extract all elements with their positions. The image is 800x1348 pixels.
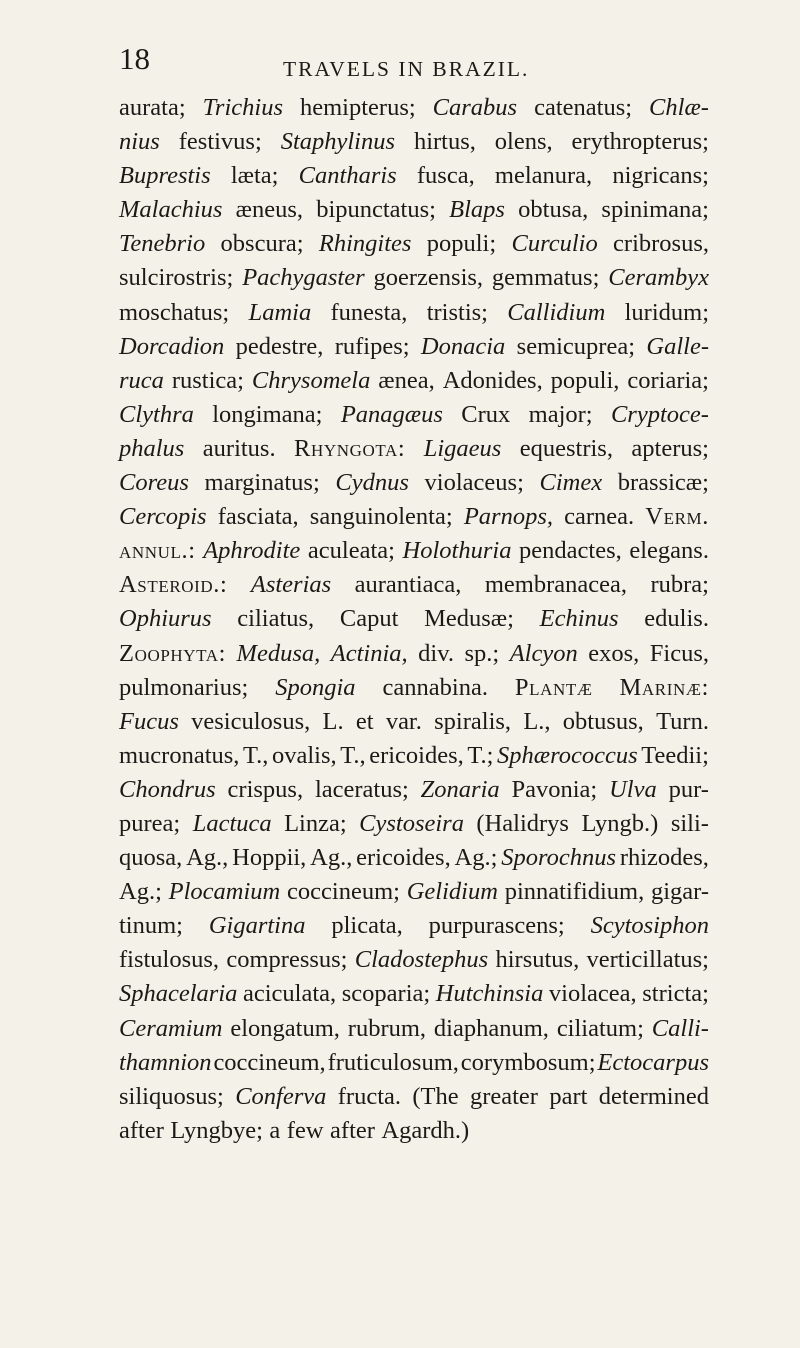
text-line xyxy=(119,261,709,295)
italic-term: Fucus xyxy=(119,707,179,735)
italic-term: Cydnus xyxy=(335,469,409,497)
italic-term: Gelidium xyxy=(406,878,498,906)
italic-term: Sphærococcus xyxy=(497,741,638,769)
text-word: bipunctatus; xyxy=(316,196,436,224)
text-word: funesta, xyxy=(330,298,408,326)
italic-term: Clythra xyxy=(119,400,194,428)
text-word: ovalis, xyxy=(272,741,337,769)
text-word: plicata, xyxy=(331,912,403,940)
italic-term: Chlæ- xyxy=(649,94,709,121)
italic-term: Trichius xyxy=(202,94,283,121)
text-line xyxy=(119,637,709,671)
smallcaps-term: Verm. xyxy=(645,503,709,531)
text-line xyxy=(119,466,709,500)
text-word: Crux xyxy=(461,400,511,428)
text-word: tinum; xyxy=(119,912,183,940)
italic-term: Holothuria xyxy=(402,537,512,565)
text-word: goerzensis, xyxy=(373,264,484,292)
text-word: Medusæ; xyxy=(424,605,514,633)
page-number: 18 xyxy=(119,41,150,76)
italic-term: phalus xyxy=(119,434,185,462)
italic-term: Blaps xyxy=(449,196,505,224)
text-word: elegans. xyxy=(629,537,709,565)
text-word: apterus; xyxy=(631,434,709,462)
text-line xyxy=(119,943,709,977)
italic-term: Cerambyx xyxy=(608,264,709,292)
text-word: coccineum; xyxy=(287,878,400,906)
text-word: Lyngb.) xyxy=(581,809,659,837)
text-word: T.; xyxy=(467,741,494,769)
italic-term: ruca xyxy=(119,366,164,394)
text-word: pulmonarius; xyxy=(119,673,249,701)
text-word: spinimana; xyxy=(601,196,709,224)
italic-term: Chrysomela xyxy=(251,366,371,394)
text-word: diaphanum, xyxy=(433,1014,549,1042)
text-word: few xyxy=(286,1116,324,1144)
text-word: longimana; xyxy=(212,400,323,428)
text-word: æneus, xyxy=(235,196,303,224)
text-word: vesiculosus, xyxy=(191,707,311,735)
text-word: mucronatus, xyxy=(119,741,240,769)
text-line xyxy=(119,739,709,773)
text-line xyxy=(119,500,709,534)
text-line xyxy=(119,841,709,875)
italic-term: Gigartina xyxy=(208,912,306,940)
italic-term: Spongia xyxy=(275,673,356,701)
text-word: gemmatus; xyxy=(491,264,600,292)
text-word: melanura, xyxy=(494,162,593,190)
italic-term: Carabus xyxy=(432,94,518,121)
text-word: fusca, xyxy=(416,162,475,190)
smallcaps-term: Plantæ xyxy=(514,673,593,701)
text-word: gigar- xyxy=(650,878,709,906)
text-word: marginatus; xyxy=(204,469,320,497)
italic-term: Panagæus xyxy=(340,400,443,428)
text-word: var. xyxy=(385,707,422,735)
text-word: pur- xyxy=(668,775,709,803)
smallcaps-term: Marinæ: xyxy=(619,673,709,701)
text-word: coccineum, xyxy=(213,1048,326,1076)
text-word: Pavonia; xyxy=(511,775,598,803)
italic-term: Aphrodite xyxy=(203,537,301,565)
text-word: Ag.; xyxy=(119,878,162,906)
italic-term: Cercopis xyxy=(119,503,207,531)
italic-term: Conferva xyxy=(235,1082,327,1110)
text-word: verticillatus; xyxy=(586,946,709,974)
text-word: membranacea, xyxy=(484,571,628,599)
text-word: Linza; xyxy=(284,809,347,837)
italic-term: Echinus xyxy=(539,605,619,633)
italic-term: Ligaeus xyxy=(423,434,502,462)
smallcaps-term: Rhyngota: xyxy=(294,434,406,462)
text-word: a xyxy=(269,1116,281,1144)
italic-term: Medusa, xyxy=(236,639,321,667)
text-line xyxy=(119,807,709,841)
text-word: brassicæ; xyxy=(617,469,709,497)
italic-term: Cladostephus xyxy=(354,946,489,974)
text-word: laceratus; xyxy=(314,775,409,803)
text-word: crispus, xyxy=(227,775,304,803)
text-word: compressus; xyxy=(226,946,348,974)
text-word: auritus. xyxy=(202,434,276,462)
text-line xyxy=(119,534,709,568)
text-word: rustica; xyxy=(171,366,244,394)
italic-term: Hutchinsia xyxy=(435,980,544,1008)
italic-term: Malachius xyxy=(119,196,223,224)
text-word: obscura; xyxy=(220,230,304,258)
text-line xyxy=(119,671,709,705)
text-word: moschatus; xyxy=(119,298,230,326)
text-word: sili- xyxy=(670,809,709,837)
text-word: rubrum, xyxy=(347,1014,427,1042)
text-word: coriaria; xyxy=(627,366,709,394)
body-text xyxy=(119,91,709,1148)
italic-term: Parnops, xyxy=(463,503,553,531)
text-word: sanguinolenta; xyxy=(309,503,453,531)
smallcaps-term: annul.: xyxy=(119,537,196,565)
text-word: scoparia; xyxy=(341,980,431,1008)
italic-term: Ceramium xyxy=(119,1014,223,1042)
text-word: rubra; xyxy=(650,571,709,599)
text-line xyxy=(119,159,709,193)
italic-term: Callidium xyxy=(507,298,606,326)
text-word: et xyxy=(355,707,374,735)
text-word: ciliatus, xyxy=(237,605,315,633)
text-line xyxy=(119,364,709,398)
smallcaps-term: Asteroid.: xyxy=(119,571,228,599)
italic-term: Sporochnus xyxy=(501,844,616,872)
text-line xyxy=(119,705,709,739)
italic-term: Ulva xyxy=(609,775,657,803)
text-word: populi, xyxy=(550,366,620,394)
running-head: TRAVELS IN BRAZIL. xyxy=(283,57,530,81)
italic-term: Plocamium xyxy=(168,878,281,906)
text-word: erythropterus; xyxy=(571,128,709,156)
italic-term: Scytosiphon xyxy=(590,912,709,940)
italic-term: Actinia, xyxy=(330,639,408,667)
text-word: aciculata, xyxy=(243,980,337,1008)
text-word: quosa, xyxy=(119,844,183,872)
text-word: fistulosus, xyxy=(119,946,220,974)
text-word: obtusus, xyxy=(562,707,644,735)
italic-term: Zonaria xyxy=(420,775,500,803)
text-word: aurata; xyxy=(119,94,186,121)
text-word: Agardh.) xyxy=(381,1116,470,1144)
text-word: rhizodes, xyxy=(619,844,709,872)
text-line xyxy=(119,193,709,227)
italic-term: nius xyxy=(119,128,160,156)
text-word: festivus; xyxy=(178,128,262,156)
italic-term: Donacia xyxy=(420,332,506,360)
text-word: ericoides, xyxy=(369,741,464,769)
text-word: luridum; xyxy=(624,298,709,326)
text-word: greater xyxy=(469,1082,538,1110)
text-word: Turn. xyxy=(656,707,709,735)
text-word: læta; xyxy=(230,162,279,190)
text-word: semicuprea; xyxy=(516,332,636,360)
text-word: equestris, xyxy=(519,434,613,462)
text-word: fasciata, xyxy=(217,503,299,531)
text-word: pendactes, xyxy=(519,537,622,565)
text-line xyxy=(119,1080,709,1114)
text-word: siliquosus; xyxy=(119,1082,224,1110)
italic-term: Asterias xyxy=(250,571,332,599)
text-word: Ag., xyxy=(310,844,353,872)
text-line xyxy=(119,909,709,943)
text-word: fruticulosum, xyxy=(327,1048,459,1076)
italic-term: Calli- xyxy=(651,1014,709,1042)
text-word: cribrosus, xyxy=(613,230,709,258)
text-word: edulis. xyxy=(644,605,709,633)
text-word: Ag.; xyxy=(454,844,498,872)
text-line xyxy=(119,398,709,432)
text-word: pedestre, xyxy=(235,332,324,360)
text-line xyxy=(119,602,709,636)
text-word: hirtus, xyxy=(413,128,476,156)
text-word: violacea, xyxy=(548,980,637,1008)
text-word: exos, xyxy=(588,639,640,667)
italic-term: Curculio xyxy=(511,230,598,258)
text-word: hirsutus, xyxy=(495,946,580,974)
text-word: after xyxy=(330,1116,375,1144)
italic-term: Chondrus xyxy=(119,775,216,803)
italic-term: Pachygaster xyxy=(242,264,365,292)
text-word: tristis; xyxy=(426,298,488,326)
text-word: stricta; xyxy=(642,980,709,1008)
text-word: (Halidrys xyxy=(476,809,569,837)
smallcaps-term: Zoophyta: xyxy=(119,639,227,667)
text-word: violaceus; xyxy=(424,469,524,497)
text-word: sulcirostris; xyxy=(119,264,234,292)
text-word: olens, xyxy=(494,128,553,156)
italic-term: Lactuca xyxy=(192,809,272,837)
italic-term: Ophiurus xyxy=(119,605,212,633)
text-word: aurantiaca, xyxy=(354,571,462,599)
text-word: spiralis, xyxy=(434,707,512,735)
text-word: part xyxy=(549,1082,588,1110)
text-line xyxy=(119,1012,709,1046)
text-word: Teedii; xyxy=(641,741,709,769)
text-word: obtusa, xyxy=(518,196,589,224)
text-word: (The xyxy=(412,1082,459,1110)
text-word: Ficus, xyxy=(649,639,709,667)
text-word: ciliatum; xyxy=(556,1014,644,1042)
text-line xyxy=(119,773,709,807)
text-word: determined xyxy=(598,1082,709,1110)
text-word: sp.; xyxy=(464,639,500,667)
italic-term: Alcyon xyxy=(509,639,578,667)
text-line xyxy=(119,330,709,364)
italic-term: Sphacelaria xyxy=(119,980,238,1008)
italic-term: Cystoseira xyxy=(359,809,464,837)
text-word: div. xyxy=(418,639,454,667)
text-line xyxy=(119,432,709,466)
text-word: hemipterus; xyxy=(300,94,416,121)
italic-term: Buprestis xyxy=(119,162,211,190)
text-line xyxy=(119,1114,709,1148)
italic-term: Cimex xyxy=(539,469,603,497)
text-word: Hoppii, xyxy=(232,844,307,872)
text-word: ericoides, xyxy=(356,844,451,872)
text-line xyxy=(119,296,709,330)
text-word: Ag., xyxy=(186,844,229,872)
text-word: aculeata; xyxy=(307,537,395,565)
text-word: pinnatifidium, xyxy=(504,878,645,906)
text-word: T., xyxy=(243,741,269,769)
text-word: after xyxy=(119,1116,164,1144)
text-line xyxy=(119,568,709,602)
italic-term: Rhingites xyxy=(318,230,412,258)
text-line xyxy=(119,875,709,909)
italic-term: Cantharis xyxy=(298,162,397,190)
text-line xyxy=(119,227,709,261)
text-word: purea; xyxy=(119,809,181,837)
text-word: T., xyxy=(340,741,366,769)
text-word: cannabina. xyxy=(382,673,488,701)
text-word: Adonides, xyxy=(442,366,543,394)
italic-term: thamnion xyxy=(119,1048,212,1076)
text-line xyxy=(119,1046,709,1080)
text-line xyxy=(119,91,709,125)
italic-term: Galle- xyxy=(646,332,709,360)
text-word: L. xyxy=(322,707,344,735)
italic-term: Ectocarpus xyxy=(597,1048,709,1076)
text-word: major; xyxy=(528,400,593,428)
text-line xyxy=(119,125,709,159)
italic-term: Staphylinus xyxy=(280,128,396,156)
italic-term: Lamia xyxy=(248,298,312,326)
text-word: Lyngbye; xyxy=(170,1116,263,1144)
text-word: Caput xyxy=(339,605,399,633)
text-word: carnea. xyxy=(564,503,635,531)
text-word: ænea, xyxy=(378,366,435,394)
text-line xyxy=(119,977,709,1011)
italic-term: Tenebrio xyxy=(119,230,206,258)
text-word: fructa. xyxy=(337,1082,401,1110)
text-word: catenatus; xyxy=(534,94,633,121)
text-word: rufipes; xyxy=(334,332,410,360)
italic-term: Dorcadion xyxy=(119,332,225,360)
text-word: elongatum, xyxy=(230,1014,340,1042)
text-word: corymbosum; xyxy=(460,1048,596,1076)
text-word: nigricans; xyxy=(612,162,709,190)
italic-term: Coreus xyxy=(119,469,189,497)
text-word: L., xyxy=(523,707,551,735)
italic-term: Cryptoce- xyxy=(610,400,709,428)
text-word: purpurascens; xyxy=(428,912,565,940)
text-word: populi; xyxy=(426,230,497,258)
